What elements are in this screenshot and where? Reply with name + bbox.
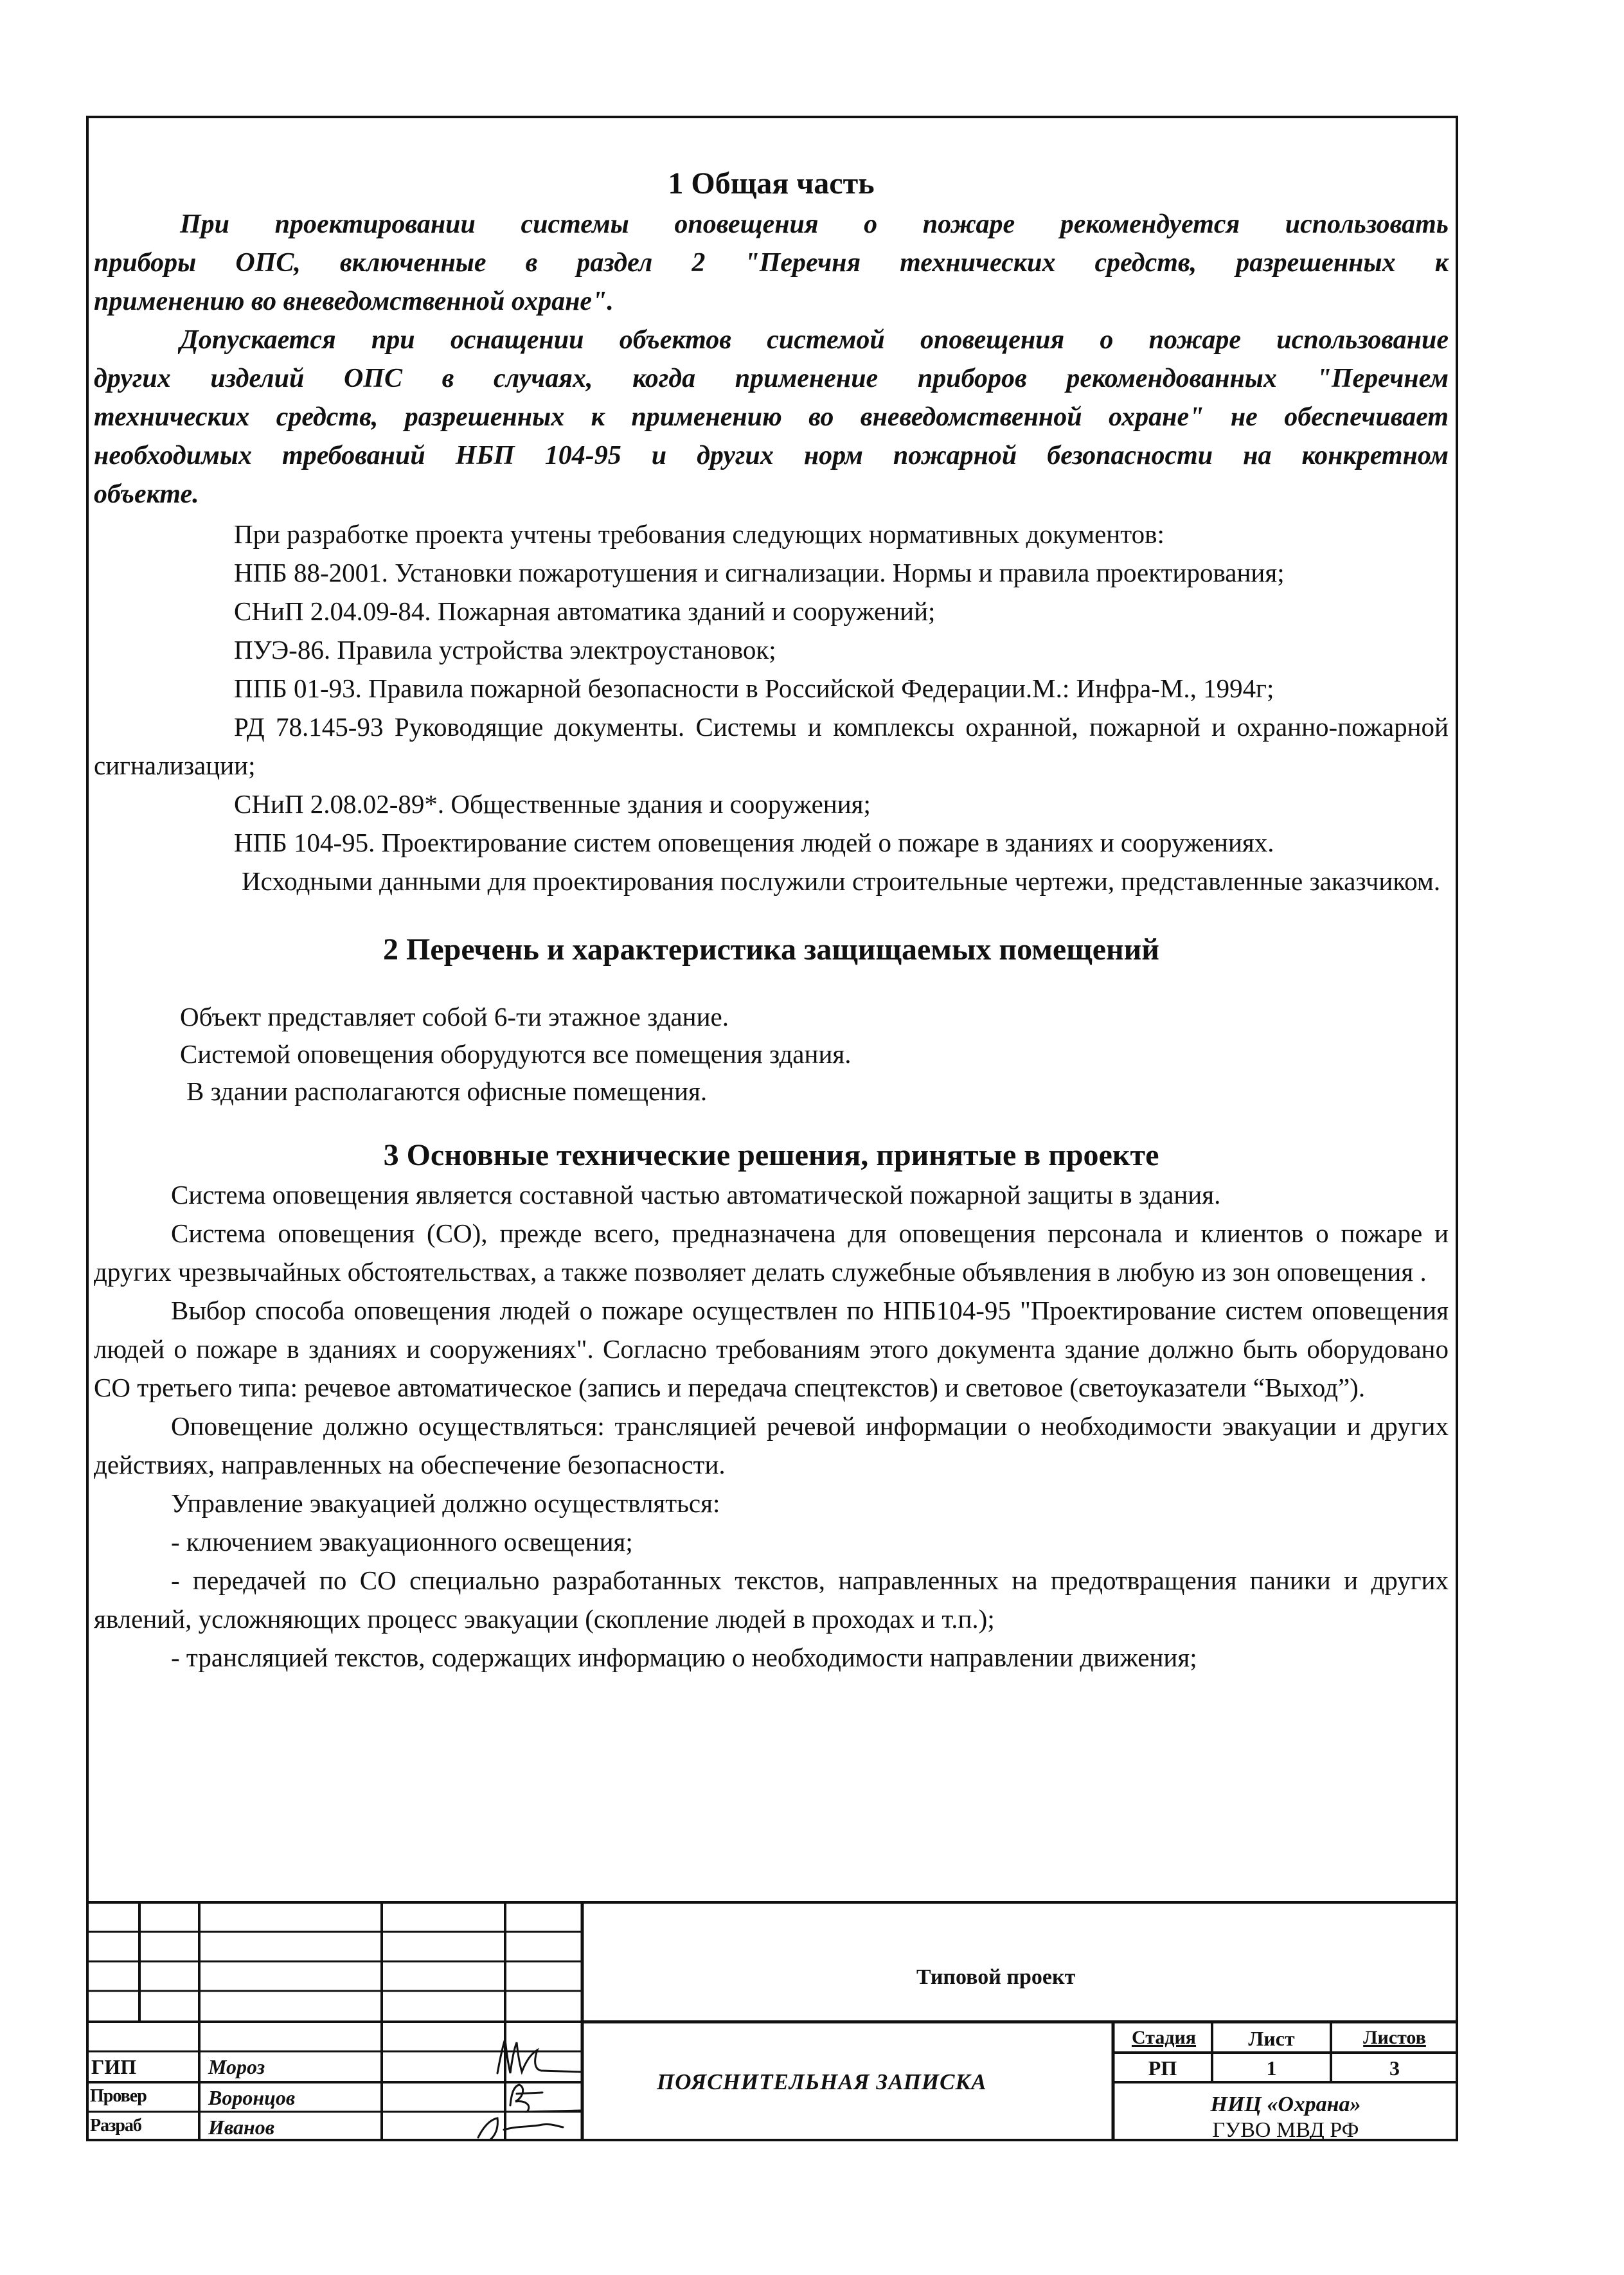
role-developer: Разраб xyxy=(90,2116,141,2136)
name-gip: Мороз xyxy=(208,2055,265,2078)
allow-line: других изделий ОПС в случаях, когда применение приборов рекомендованных "Перечнем xyxy=(94,364,1449,393)
section1-heading: 1 Общая часть xyxy=(668,166,875,201)
role-gip: ГИП xyxy=(91,2055,137,2078)
section3-list-item: - передачей по СО специально разработанных текстов, направленных на предотвращения паники и других явлений, усложняющих процесс эвакуации (скопление людей в проходах и т.п.); xyxy=(94,1566,1449,1634)
source-paragraph: Исходными данными для проектирования послужили строительные чертежи, представленные заказчиком. xyxy=(242,866,1441,896)
section3-paragraph: Оповещение должно осуществляться: трансляцией речевой информации о необходимости эвакуации и других действиях, направленных на обеспечение безопасности. xyxy=(94,1411,1449,1479)
norm-item: РД 78.145-93 Руководящие документы. Системы и комплексы охранной, пожарной и охранно-пожарной сигнализации; xyxy=(94,712,1449,780)
section3-paragraph: Система оповещения является составной частью автоматической пожарной защиты в здания. xyxy=(171,1180,1221,1209)
name-developer: Иванов xyxy=(208,2116,275,2139)
allow-line: объекте. xyxy=(94,479,199,509)
section2-line: Системой оповещения оборудуются все помещения здания. xyxy=(180,1039,852,1069)
section3-heading: 3 Основные технические решения, принятые в проекте xyxy=(383,1138,1159,1172)
norm-item: СНиП 2.08.02-89*. Общественные здания и сооружения; xyxy=(234,789,871,819)
allow-line: необходимых требований НБП 104-95 и других норм пожарной безопасности на конкретном xyxy=(94,441,1449,470)
intro-line: применению во вневедомственной охране". xyxy=(94,287,614,316)
section2-lines xyxy=(94,998,1449,1110)
name-checker: Воронцов xyxy=(208,2086,296,2109)
norm-item: ППБ 01-93. Правила пожарной безопасности в Российской Федерации.М.: Инфра-М., 1994г; xyxy=(234,674,1274,703)
sheets-label: Листов xyxy=(1363,2027,1426,2048)
norms-intro: При разработке проекта учтены требования следующих нормативных документов: xyxy=(234,519,1164,549)
sheets-value: 3 xyxy=(1389,2056,1400,2080)
norm-item: НПБ 88-2001. Установки пожаротушения и сигнализации. Нормы и правила проектирования; xyxy=(234,558,1285,587)
stage-label: Стадия xyxy=(1131,2027,1197,2048)
document-body xyxy=(94,164,1449,1677)
title-block xyxy=(86,1901,1458,2141)
section3-paragraph: Система оповещения (СО), прежде всего, предназначена для оповещения персонала и клиентов о пожаре и других чрезвычайных обстоятельствах, а также позволяет делать служебные объявления в любую из зон оповещения . xyxy=(94,1218,1449,1287)
section3-list-item: - трансляцией текстов, содержащих информацию о необходимости направлении движения; xyxy=(171,1643,1197,1672)
section2-line: Объект представляет собой 6-ти этажное здание. xyxy=(180,1002,729,1031)
project-type: Типовой проект xyxy=(916,1965,1076,1989)
norm-item: СНиП 2.04.09-84. Пожарная автоматика зданий и сооружений; xyxy=(234,596,936,626)
allow-line: технических средств, разрешенных к применению во вневедомственной охране" не обеспечивает xyxy=(94,402,1449,432)
section3-paragraph: Выбор способа оповещения людей о пожаре осуществлен по НПБ104-95 "Проектирование систем оповещения людей о пожаре в зданиях и сооружениях". Согласно требованиям этого документа здание должно быть оборудовано СО третьего типа: речевое автоматическое (запись и передача спецтекстов) и световое (светоуказатели “Выход”). xyxy=(94,1296,1449,1402)
intro-line: При проектировании системы оповещения о пожаре рекомендуется использовать xyxy=(180,210,1449,239)
section2-line: В здании располагаются офисные помещения. xyxy=(186,1076,708,1106)
organization-line2: ГУВО МВД РФ xyxy=(1212,2118,1359,2142)
section3-list-item: - ключением эвакуационного освещения; xyxy=(171,1527,633,1557)
sheet-label: Лист xyxy=(1248,2027,1295,2050)
section1-allow xyxy=(94,321,1449,513)
section1-intro xyxy=(94,205,1449,321)
norm-item: НПБ 104-95. Проектирование систем оповещения людей о пожаре в зданиях и сооружениях. xyxy=(234,828,1274,857)
section2-heading: 2 Перечень и характеристика защищаемых помещений xyxy=(383,932,1159,967)
handwritten-signatures xyxy=(388,2023,581,2141)
organization-line1: НИЦ «Охрана» xyxy=(1210,2092,1361,2116)
norm-item: ПУЭ-86. Правила устройства электроустановок; xyxy=(234,635,776,665)
stage-value: РП xyxy=(1148,2056,1177,2080)
intro-line: приборы ОПС, включенные в раздел 2 "Перечня технических средств, разрешенных к xyxy=(94,248,1449,278)
section3-paragraph: Управление эвакуацией должно осуществляться: xyxy=(171,1488,720,1518)
role-checker: Провер xyxy=(90,2086,147,2106)
document-title: ПОЯСНИТЕЛЬНАЯ ЗАПИСКА xyxy=(657,2069,987,2094)
sheet-value: 1 xyxy=(1266,2056,1277,2080)
allow-line: Допускается при оснащении объектов системой оповещения о пожаре использование xyxy=(180,325,1449,355)
